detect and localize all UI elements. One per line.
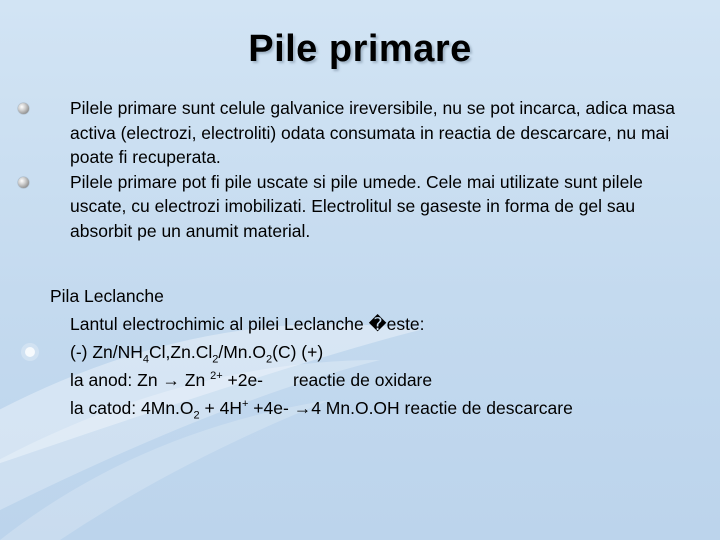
bullet-item [18,96,698,170]
bullet-dot-icon [18,103,29,114]
bullet-list [18,96,698,243]
cathode-text: +4e- [248,398,294,418]
anode-text: +2e- [222,370,263,390]
cathode-text: la catod: 4Mn.O [70,398,194,418]
bullet-text: Pilele primare pot fi pile uscate si pile umede. Cele mai utilizate sunt pilele uscate, cu electrozi imobilizati. Electrolitul se gaseste in forma de gel sau absorbit pe un anumit material. [70,171,643,241]
slide-title: Pile primare [248,28,472,70]
cathode-superscript: + [242,398,249,411]
bullet-dot-icon [18,177,29,188]
cathode-reaction-line [50,394,710,422]
leclanche-section [50,282,710,422]
chain-text: (C) (+) [272,342,324,362]
anode-reaction-label: reactie de oxidare [293,370,433,390]
chain-subscript: 2 [266,353,273,366]
arrow-right-icon: → [293,398,312,418]
electrochemical-chain-line [50,338,710,366]
chain-text: Cl,Zn.Cl [149,342,213,362]
chain-text: /Mn.O [218,342,267,362]
chain-subscript: 4 [142,353,150,366]
bullet-item [18,170,698,244]
cathode-text: 4 Mn.O.OH reactie de descarcare [311,398,573,418]
chain-text: (-) Zn/NH [70,342,143,362]
anode-text: Zn [179,370,211,390]
anode-superscript: 2+ [210,370,223,383]
section-heading: Pila Leclanche [50,286,164,306]
cathode-subscript: 2 [193,409,200,422]
anode-text: la anod: Zn [70,370,163,390]
arrow-right-icon: → [162,370,180,390]
chain-intro-line: Lantul electrochimic al pilei Leclanche �este: [70,314,425,334]
anode-reaction-line [50,366,710,394]
cathode-text: + 4H [199,398,242,418]
chain-subscript: 2 [212,353,219,366]
bullet-text: Pilele primare sunt celule galvanice ireversibile, nu se pot incarca, adica masa activa (electrozi, electroliti) odata consumata in reactia de descarcare, nu mai poate fi recuperata. [70,98,676,167]
